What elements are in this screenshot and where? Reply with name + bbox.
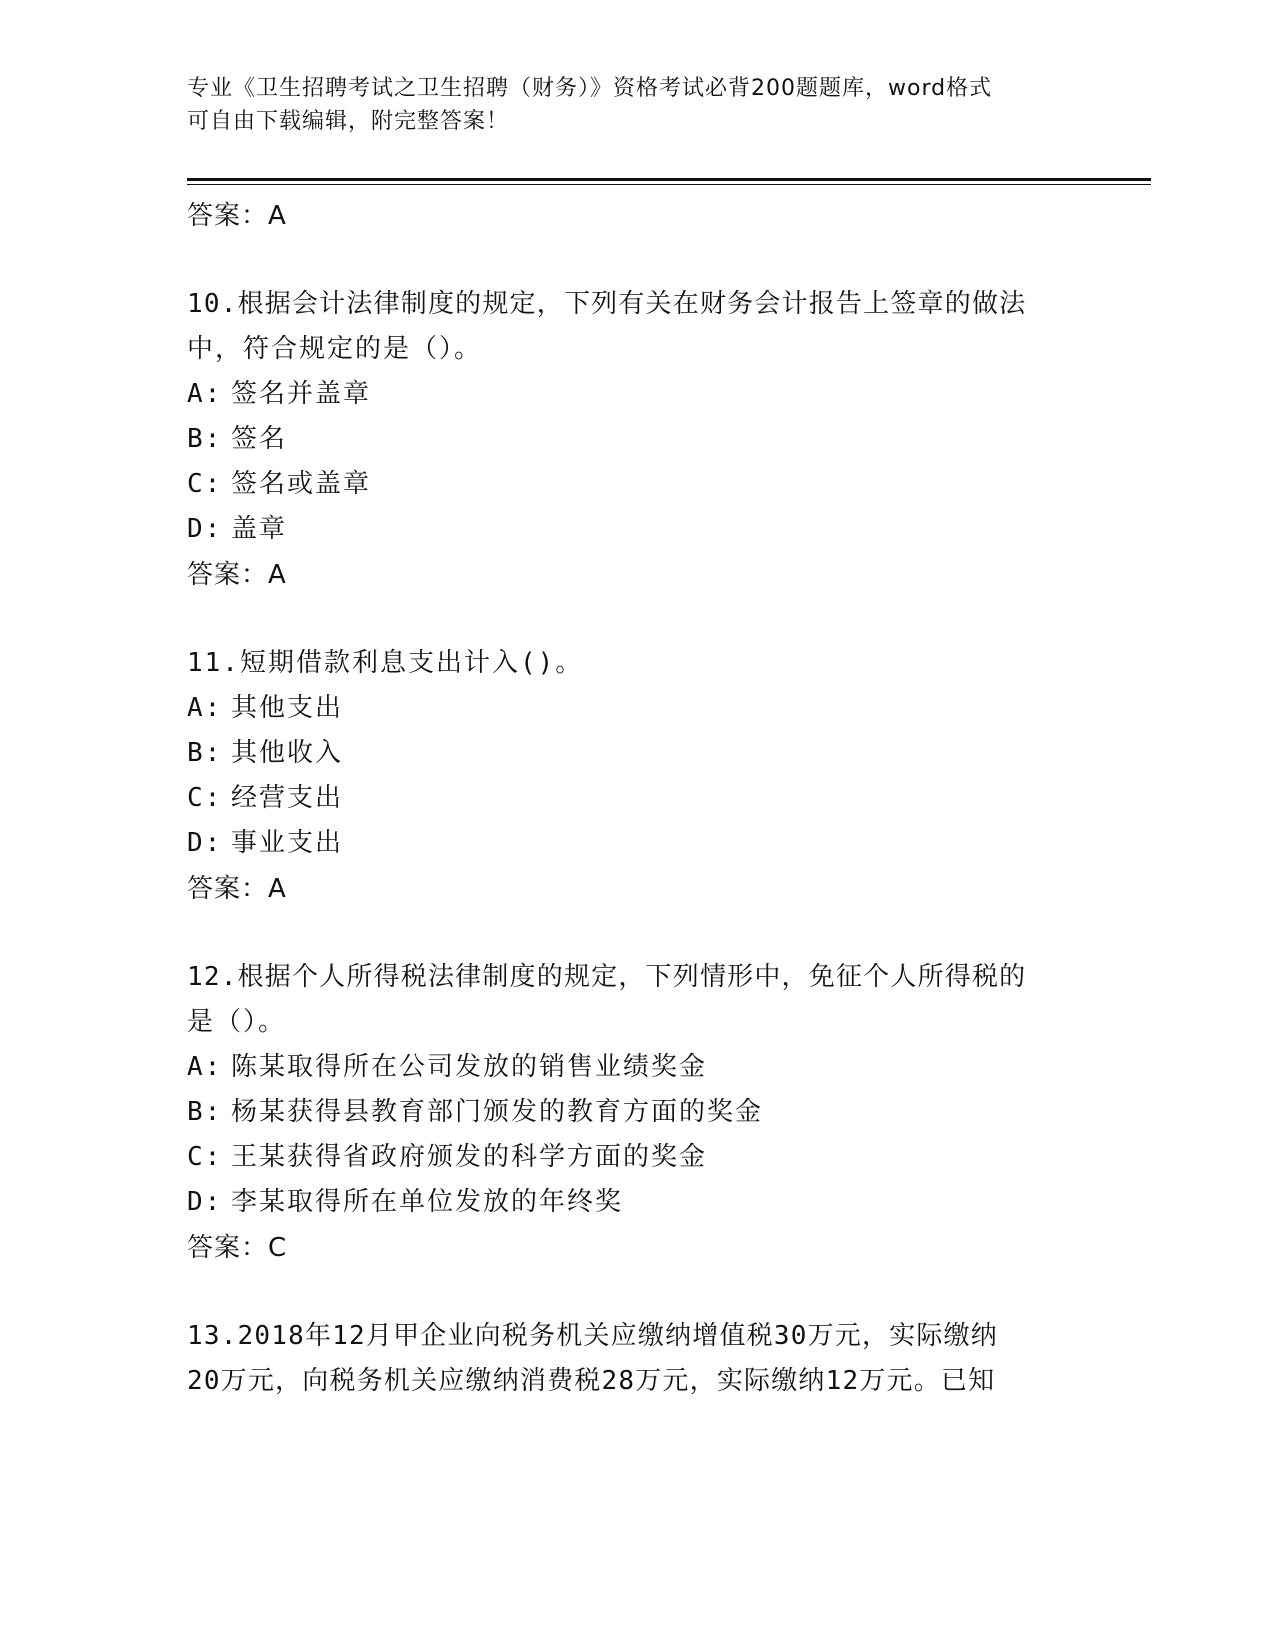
- question-stem-line: 10.根据会计法律制度的规定，下列有关在财务会计报告上签章的做法: [187, 289, 1027, 319]
- question-stem-line: 是（）。: [187, 1007, 287, 1037]
- option-text: 事业支出: [231, 828, 344, 858]
- answer-label: 答案：: [187, 560, 269, 590]
- header-rule-thin: [187, 184, 1151, 185]
- option-text: 李某取得所在单位发放的年终奖: [231, 1187, 624, 1217]
- option-letter: B:: [187, 738, 223, 768]
- answer-line: [187, 866, 1087, 912]
- question-12: [187, 955, 1087, 1271]
- option-letter: B:: [187, 424, 223, 454]
- option-text: 签名并盖章: [231, 379, 372, 409]
- option-b: [187, 417, 1087, 462]
- header-line-1: 专业《卫生招聘考试之卫生招聘（财务）》资格考试必背200题题库，word格式: [187, 76, 993, 101]
- option-c: [187, 1135, 1087, 1180]
- option-letter: C:: [187, 783, 223, 813]
- option-letter: C:: [187, 1142, 223, 1172]
- option-text: 其他收入: [231, 738, 344, 768]
- question-stem-line: 20万元，向税务机关应缴纳消费税28万元，实际缴纳12万元。已知: [187, 1366, 996, 1396]
- question-13: [187, 1314, 1087, 1404]
- option-b: [187, 731, 1087, 776]
- option-text: 杨某获得县教育部门颁发的教育方面的奖金: [231, 1097, 764, 1127]
- header-rule-thick: [187, 178, 1151, 181]
- option-d: [187, 1180, 1087, 1225]
- option-letter: A:: [187, 379, 223, 409]
- option-letter: D:: [187, 1187, 223, 1217]
- spacer: [187, 1271, 1087, 1314]
- option-letter: B:: [187, 1097, 223, 1127]
- question-stem-line: 11.短期借款利息支出计入()。: [187, 648, 584, 678]
- option-letter: D:: [187, 828, 223, 858]
- option-text: 其他支出: [231, 693, 344, 723]
- answer-value: A: [268, 560, 287, 590]
- answer-value: A: [268, 874, 287, 904]
- answer-label: 答案：: [187, 1233, 269, 1263]
- option-text: 陈某取得所在公司发放的销售业绩奖金: [231, 1052, 708, 1082]
- option-b: [187, 1090, 1087, 1135]
- option-letter: C:: [187, 469, 223, 499]
- option-letter: A:: [187, 693, 223, 723]
- option-text: 签名: [231, 424, 288, 454]
- question-11: [187, 641, 1087, 912]
- answer-label: 答案：: [187, 874, 269, 904]
- answer-line: [187, 193, 1087, 239]
- option-text: 盖章: [231, 514, 288, 544]
- option-a: [187, 686, 1087, 731]
- answer-label: 答案：: [187, 201, 269, 231]
- option-a: [187, 1045, 1087, 1090]
- option-text: 王某获得省政府颁发的科学方面的奖金: [231, 1142, 708, 1172]
- option-letter: A:: [187, 1052, 223, 1082]
- document-header: [187, 72, 1067, 138]
- option-letter: D:: [187, 514, 223, 544]
- answer-line: [187, 1225, 1087, 1271]
- header-line-2: 可自由下载编辑，附完整答案！: [187, 109, 510, 134]
- question-stem-line: 中，符合规定的是（）。: [187, 334, 483, 364]
- answer-value: C: [268, 1233, 288, 1263]
- spacer: [187, 912, 1087, 955]
- answer-line: [187, 552, 1087, 598]
- answer-value: A: [268, 201, 287, 231]
- option-text: 签名或盖章: [231, 469, 372, 499]
- spacer: [187, 598, 1087, 641]
- spacer: [187, 239, 1087, 282]
- question-stem-line: 12.根据个人所得税法律制度的规定，下列情形中，免征个人所得税的: [187, 962, 1027, 992]
- option-d: [187, 821, 1087, 866]
- question-10: [187, 282, 1087, 598]
- option-a: [187, 372, 1087, 417]
- option-c: [187, 776, 1087, 821]
- question-list: [187, 193, 1087, 1404]
- option-text: 经营支出: [231, 783, 344, 813]
- question-stem-line: 13.2018年12月甲企业向税务机关应缴纳增值税30万元，实际缴纳: [187, 1321, 998, 1351]
- option-c: [187, 462, 1087, 507]
- option-d: [187, 507, 1087, 552]
